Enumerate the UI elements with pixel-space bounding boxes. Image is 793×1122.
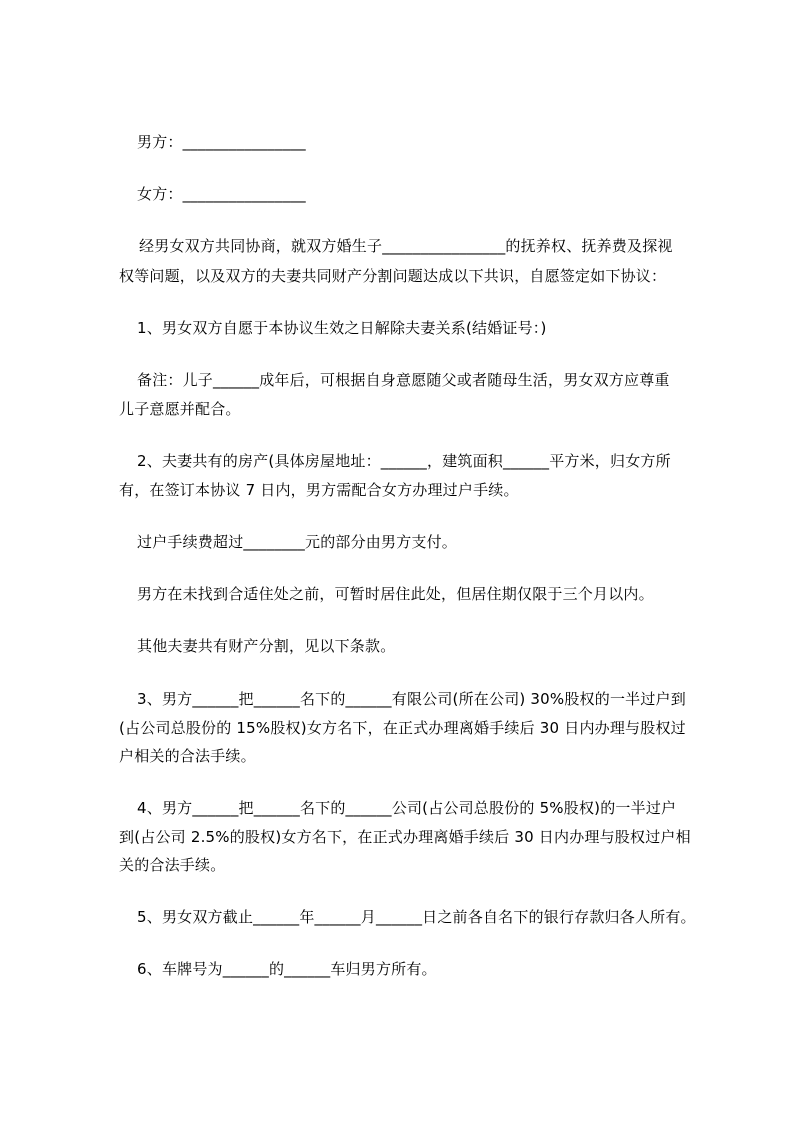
clause-6-line-1: 6、车牌号为______的______车归男方所有。 xyxy=(137,960,437,978)
clause-2-line-2: 有，在签订本协议 7 日内，男方需配合女方办理过户手续。 xyxy=(119,481,519,499)
male-party-line: 男方：________________ xyxy=(137,133,306,151)
clause-4-line-3: 关的合法手续。 xyxy=(119,856,226,874)
clause-1-line-1: 1、男女双方自愿于本协议生效之日解除夫妻关系(结婚证号：) xyxy=(137,319,547,337)
intro-line-2: 权等问题，以及双方的夫妻共同财产分割问题达成以下共识，自愿签定如下协议： xyxy=(119,267,667,285)
clause-2-line-1: 2、夫妻共有的房产(具体房屋地址：______，建筑面积______平方米，归女方所 xyxy=(137,452,671,470)
female-party-line: 女方：________________ xyxy=(137,185,306,203)
intro-line-1: 经男女双方共同协商，就双方婚生子________________的抚养权、抚养费及探视 xyxy=(139,237,673,255)
note-line-1: 备注：儿子______成年后，可根据自身意愿随父或者随母生活，男女双方应尊重 xyxy=(137,371,670,389)
fees-line: 过户手续费超过________元的部分由男方支付。 xyxy=(137,533,458,551)
other-property-line: 其他夫妻共有财产分割，见以下条款。 xyxy=(137,637,396,655)
clause-4-line-1: 4、男方______把______名下的______公司(占公司总股份的 5%股权)的一半过户 xyxy=(137,799,677,817)
clause-3-line-3: 户相关的合法手续。 xyxy=(119,747,256,765)
note-line-2: 儿子意愿并配合。 xyxy=(119,400,241,418)
clause-3-line-1: 3、男方______把______名下的______有限公司(所在公司) 30%股权的一半过户到 xyxy=(137,690,686,708)
clause-3-line-2: (占公司总股份的 15%股权)女方名下，在正式办理离婚手续后 30 日内办理与股权过 xyxy=(119,719,686,737)
clause-4-line-2: 到(占公司 2.5%的股权)女方名下，在正式办理离婚手续后 30 日内办理与股权过户相 xyxy=(119,828,691,846)
clause-5-line-1: 5、男女双方截止______年______月______日之前各自名下的银行存款归各人所有。 xyxy=(137,908,696,926)
residence-line: 男方在未找到合适住处之前，可暂时居住此处，但居住期仅限于三个月以内。 xyxy=(137,585,654,603)
